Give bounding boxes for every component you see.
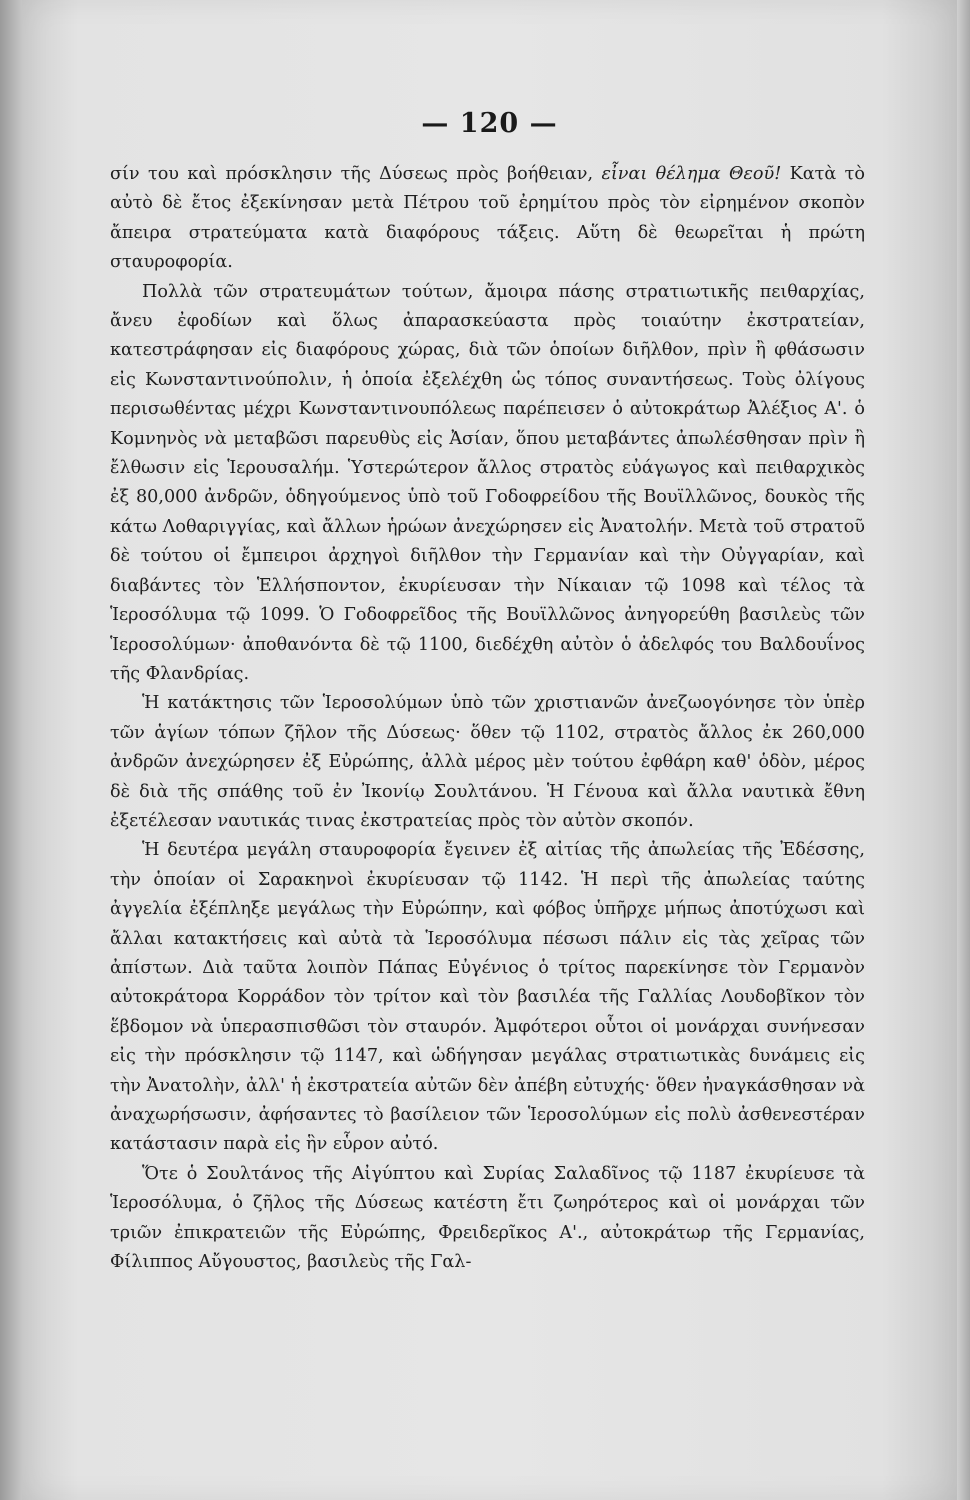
paragraph-4: Ἡ δευτέρα μεγάλη σταυροφορία ἔγεινεν ἐξ αἰτίας τῆς ἀπωλείας τῆς Ἐδέσσης, τὴν ὁποίαν οἱ Σαρακηνοὶ ἐκυρίευσαν τῷ 1142. Ἡ περὶ τῆς ἀπωλείας ταύτης ἀγγελία ἐξέπληξε μεγάλως τὴν Εὐρώπην, καὶ φόβος ὑπῆρχε μήπως ἀποτύχωσι καὶ ἄλλαι κατακτήσεις καὶ αὐτὰ τὰ Ἱεροσόλυμα πέσωσι πάλιν εἰς τὰς χεῖρας τῶν ἀπίστων. Διὰ ταῦτα λοιπὸν Πάπας Εὐγένιος ὁ τρίτος παρεκίνησε τὸν Γερμανὸν αὐτοκράτορα Κορράδον τὸν τρίτον καὶ τὸν βασιλέα τῆς Γαλλίας Λουδοβῖκον τὸν ἕβδομον νὰ ὑπερασπισθῶσι τὸν σταυρόν. Ἀμφότεροι οὗτοι οἱ μονάρχαι συνήνεσαν εἰς τὴν πρόσκλησιν τῷ 1147, καὶ ὡδήγησαν μεγάλας στρατιωτικὰς δυνάμεις εἰς τὴν Ἀνατολὴν, ἀλλ' ἡ ἐκστρατεία αὐτῶν δὲν ἀπέβη εὐτυχής· ὅθεν ἠναγκάσθησαν νὰ ἀναχωρήσωσιν, ἀφήσαντες τὸ βασίλειον τῶν Ἱεροσολύμων εἰς πολὺ ἀσθενεστέραν κατάστασιν παρὰ εἰς ἣν εὗρον αὐτό. bbox=[110, 840, 865, 1155]
paragraph-3: Ἡ κατάκτησις τῶν Ἱεροσολύμων ὑπὸ τῶν χριστιανῶν ἀνεζωογόνησε τὸν ὑπὲρ τῶν ἁγίων τόπων ζῆλον τῆς Δύσεως· ὅθεν τῷ 1102, στρατὸς ἄλλος ἐκ 260,000 ἀνδρῶν ἀνεχώρησεν ἐξ Εὐρώπης, ἀλλὰ μέρος μὲν τούτου ἐφθάρη καθ' ὁδὸν, μέρος δὲ διὰ τῆς σπάθης τοῦ ἐν Ἰκονίῳ Σουλτάνου. Ἡ Γένουα καὶ ἄλλα ναυτικὰ ἔθνη ἐξετέλεσαν ναυτικάς τινας ἐκστρατείας πρὸς τὸν αὐτὸν σκοπόν. bbox=[110, 693, 865, 831]
paragraph-1 bbox=[110, 160, 865, 278]
paragraph-1-start: σίν του καὶ πρόσκλησιν τῆς Δύσεως πρὸς βοήθειαν, bbox=[110, 164, 602, 184]
body-text bbox=[110, 160, 865, 1277]
paragraph-5: Ὅτε ὁ Σουλτάνος τῆς Αἰγύπτου καὶ Συρίας Σαλαδῖνος τῷ 1187 ἐκυρίευσε τὰ Ἱεροσόλυμα, ὁ ζῆλος τῆς Δύσεως κατέστη ἔτι ζωηρότερος καὶ οἱ μονάρχαι τῶν τριῶν ἐπικρατειῶν τῆς Εὐρώπης, Φρειδερῖκος Α'., αὐτοκράτωρ τῆς Γερμανίας, Φίλιππος Αὔγουστος, βασιλεὺς τῆς Γαλ- bbox=[110, 1163, 865, 1273]
binding-edge bbox=[0, 0, 22, 1500]
page-number: — 120 — bbox=[421, 108, 558, 139]
paragraph-1-rest: Κατὰ τὸ αὐτὸ δὲ ἔτος ἐξεκίνησαν μετὰ Πέτρου τοῦ ἐρημίτου πρὸς τὸν εἰρημένον σκοπὸν ἄπειρα στρατεύματα κατὰ διαφόρους τάξεις. Αὕτη δὲ θεωρεῖται ἡ πρώτη σταυροφορία. bbox=[110, 164, 865, 273]
paragraph-2: Πολλὰ τῶν στρατευμάτων τούτων, ἄμοιρα πάσης στρατιωτικῆς πειθαρχίας, ἄνευ ἐφοδίων καὶ ὅλως ἀπαρασκεύαστα πρὸς τοιαύτην ἐκστρατείαν, κατεστράφησαν εἰς διαφόρους χώρας, διὰ τῶν ὁποίων διῆλθον, πρὶν ἢ φθάσωσιν εἰς Κωνσταντινούπολιν, ἡ ὁποία ἐξελέχθη ὡς τόπος συναντήσεως. Τοὺς ὀλίγους περισωθέντας μέχρι Κωνσταντινουπόλεως παρέπεισεν ὁ αὐτοκράτωρ Ἀλέξιος Α'. ὁ Κομνηνὸς νὰ μεταβῶσι παρευθὺς εἰς Ἀσίαν, ὅπου μεταβάντες ἀπωλέσθησαν πρὶν ἢ ἔλθωσιν εἰς Ἱερουσαλήμ. Ὑστερώτερον ἄλλος στρατὸς εὐάγωγος καὶ πειθαρχικὸς ἐξ 80,000 ἀνδρῶν, ὁδηγούμενος ὑπὸ τοῦ Γοδοφρείδου τῆς Βουϊλλῶνος, δουκὸς τῆς κάτω Λοθαριγγίας, καὶ ἄλλων ἡρώων ἀνεχώρησεν εἰς Ἀνατολήν. Μετὰ τοῦ στρατοῦ δὲ τούτου οἱ ἔμπειροι ἀρχηγοὶ διῆλθον τὴν Γερμανίαν καὶ τὴν Οὐγγαρίαν, καὶ διαβάντες τὸν Ἑλλήσποντον, ἐκυρίευσαν τὴν Νίκαιαν τῷ 1098 καὶ τέλος τὰ Ἱεροσόλυμα τῷ 1099. Ὁ Γοδοφρεῖδος τῆς Βουϊλλῶνος ἀνηγορεύθη βασιλεὺς τῶν Ἱεροσολύμων· ἀποθανόντα δὲ τῷ 1100, διεδέχθη αὐτὸν ὁ ἀδελφός του Βαλδουΐνος τῆς Φλανδρίας. bbox=[110, 281, 865, 684]
page-right-edge bbox=[957, 0, 970, 1500]
paragraph-1-italic-phrase: εἶναι θέλημα Θεοῦ! bbox=[601, 164, 782, 184]
